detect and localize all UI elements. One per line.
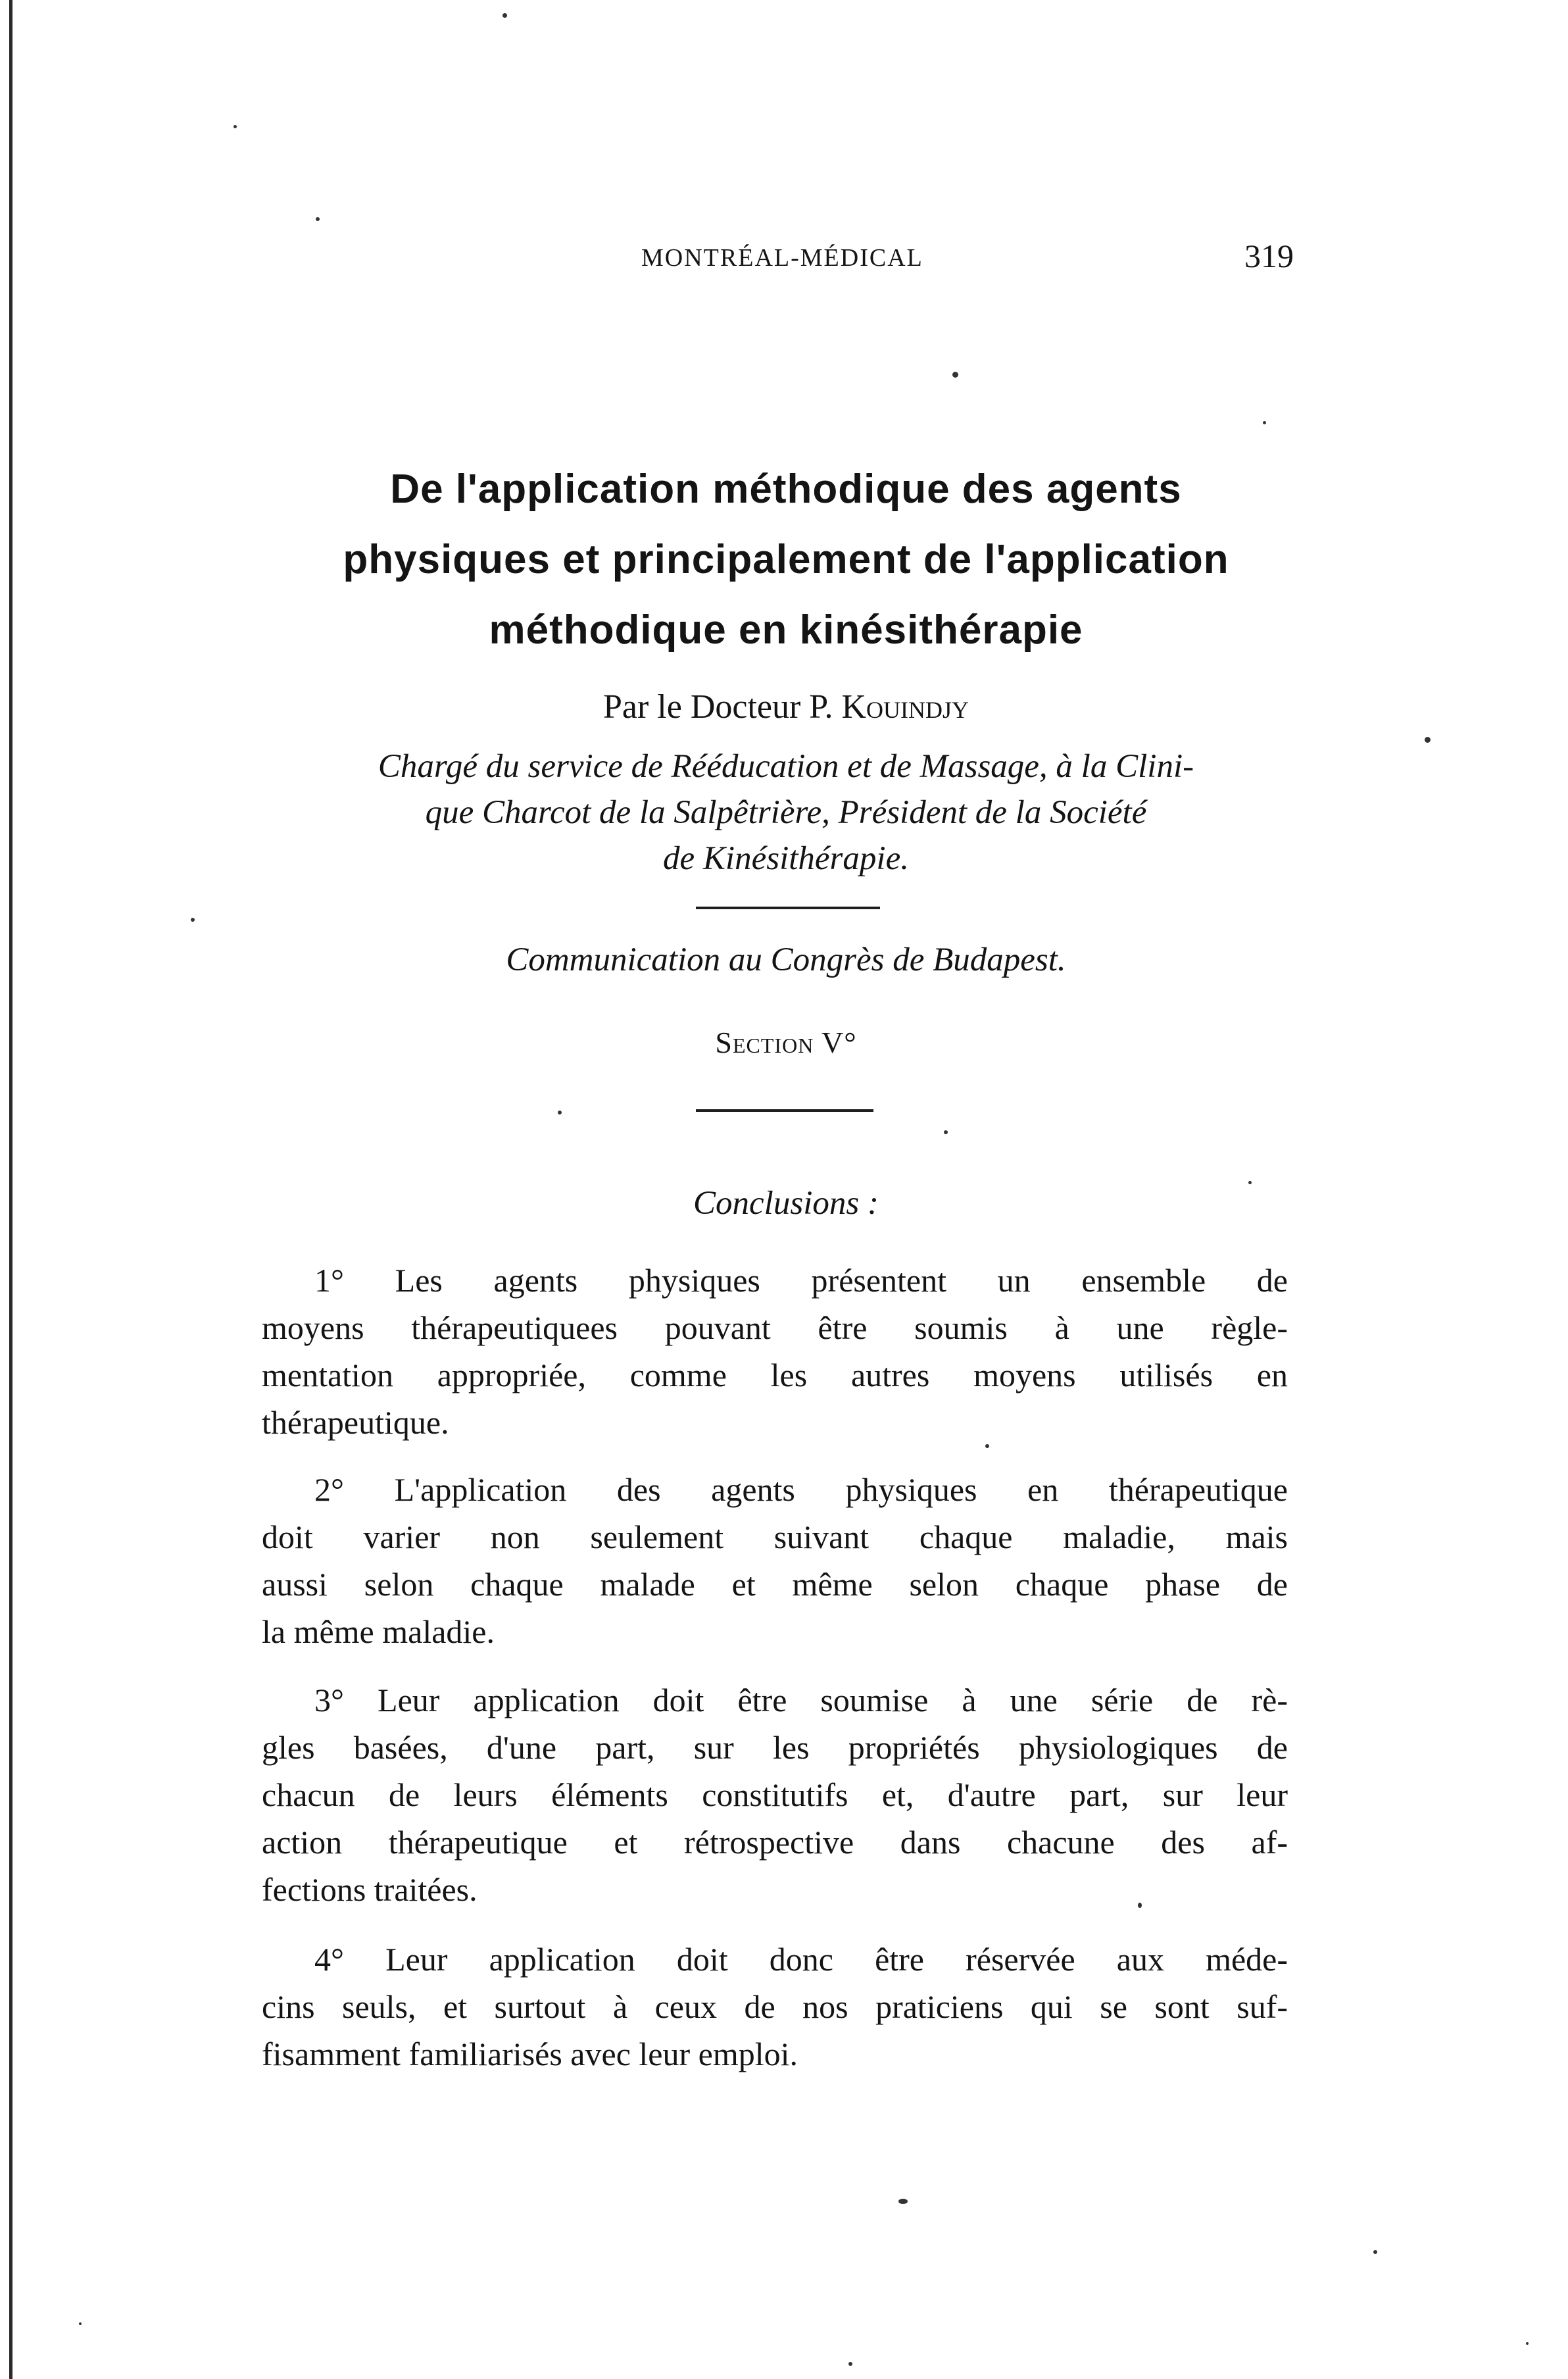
paragraph-line: la même maladie. xyxy=(262,1613,495,1650)
conclusion-paragraph-1 xyxy=(262,1257,1288,1446)
author-line xyxy=(263,688,1309,726)
conclusion-paragraph-2 xyxy=(262,1466,1288,1655)
scan-speck xyxy=(1138,1903,1142,1908)
paragraph-line: chacun de leurs éléments constitutifs et, d'autre part, sur leur xyxy=(262,1776,1288,1813)
scan-speck xyxy=(191,918,195,922)
scan-speck xyxy=(502,13,507,18)
page-number: 319 xyxy=(1244,238,1294,274)
scan-speck xyxy=(1263,421,1266,424)
scan-speck xyxy=(985,1444,989,1448)
scan-speck xyxy=(79,2322,82,2325)
paragraph-line: fisamment familiarisés avec leur emploi. xyxy=(262,2036,798,2072)
paragraph-line: gles basées, d'une part, sur les propriétés physiologiques de xyxy=(262,1729,1288,1766)
affiliation-line: de Kinésithérapie. xyxy=(663,840,909,877)
conclusion-paragraph-3 xyxy=(262,1676,1288,1913)
journal-name: MONTRÉAL-MÉDICAL xyxy=(641,244,923,272)
paragraph-line: 3° Leur application doit être soumise à une série de rè- xyxy=(314,1682,1288,1718)
paragraph-line: doit varier non seulement suivant chaque maladie, mais xyxy=(262,1518,1288,1555)
paragraph-line: 4° Leur application doit donc être réservée aux méde- xyxy=(314,1941,1288,1978)
paragraph-line: aussi selon chaque malade et même selon chaque phase de xyxy=(262,1566,1288,1603)
scan-speck xyxy=(944,1130,948,1134)
paragraph-line: thérapeutique. xyxy=(262,1404,449,1441)
running-head xyxy=(0,237,1568,276)
divider-rule xyxy=(696,1109,873,1112)
title-line: physiques et principalement de l'application xyxy=(343,537,1229,582)
paragraph-line: mentation appropriée, comme les autres moyens utilisés en xyxy=(262,1357,1288,1393)
scan-speck xyxy=(558,1111,562,1114)
communication-note: Communication au Congrès de Budapest. xyxy=(506,941,1066,978)
paragraph-line: cins seuls, et surtout à ceux de nos praticiens qui se sont suf- xyxy=(262,1988,1288,2025)
paragraph-line: fections traitées. xyxy=(262,1871,478,1908)
scan-speck xyxy=(1526,2342,1529,2345)
title-line: méthodique en kinésithérapie xyxy=(489,607,1083,653)
section-label: Section V° xyxy=(715,1026,857,1059)
conclusion-paragraph-4 xyxy=(262,1936,1288,2078)
scan-speck xyxy=(1373,2250,1377,2254)
paragraph-line: moyens thérapeutiquees pouvant être soumis à une règle- xyxy=(262,1309,1288,1346)
scan-speck xyxy=(316,217,320,221)
paragraph-line: 1° Les agents physiques présentent un ensemble de xyxy=(314,1262,1288,1299)
title-line: De l'application méthodique des agents xyxy=(390,466,1182,512)
author-name: Kouindjy xyxy=(841,688,969,726)
scan-speck xyxy=(898,2199,908,2204)
scan-speck xyxy=(1248,1181,1252,1184)
scan-speck xyxy=(1425,737,1431,743)
affiliation-line: que Charcot de la Salpêtrière, Président de la Société xyxy=(425,794,1147,831)
affiliation-line: Chargé du service de Rééducation et de Massage, à la Clini- xyxy=(378,748,1194,785)
paragraph-line: action thérapeutique et rétrospective dans chacune des af- xyxy=(262,1824,1288,1861)
author-affiliation xyxy=(263,743,1309,882)
paragraph-line: 2° L'application des agents physiques en thérapeutique xyxy=(314,1471,1288,1508)
scan-speck xyxy=(848,2362,852,2366)
divider-rule xyxy=(696,907,880,909)
article-title xyxy=(250,454,1322,665)
binding-edge xyxy=(9,0,12,2379)
scan-speck xyxy=(952,372,958,378)
author-prefix: Par le Docteur P. xyxy=(602,688,842,726)
conclusions-heading: Conclusions : xyxy=(693,1185,879,1222)
scan-speck xyxy=(233,125,237,128)
